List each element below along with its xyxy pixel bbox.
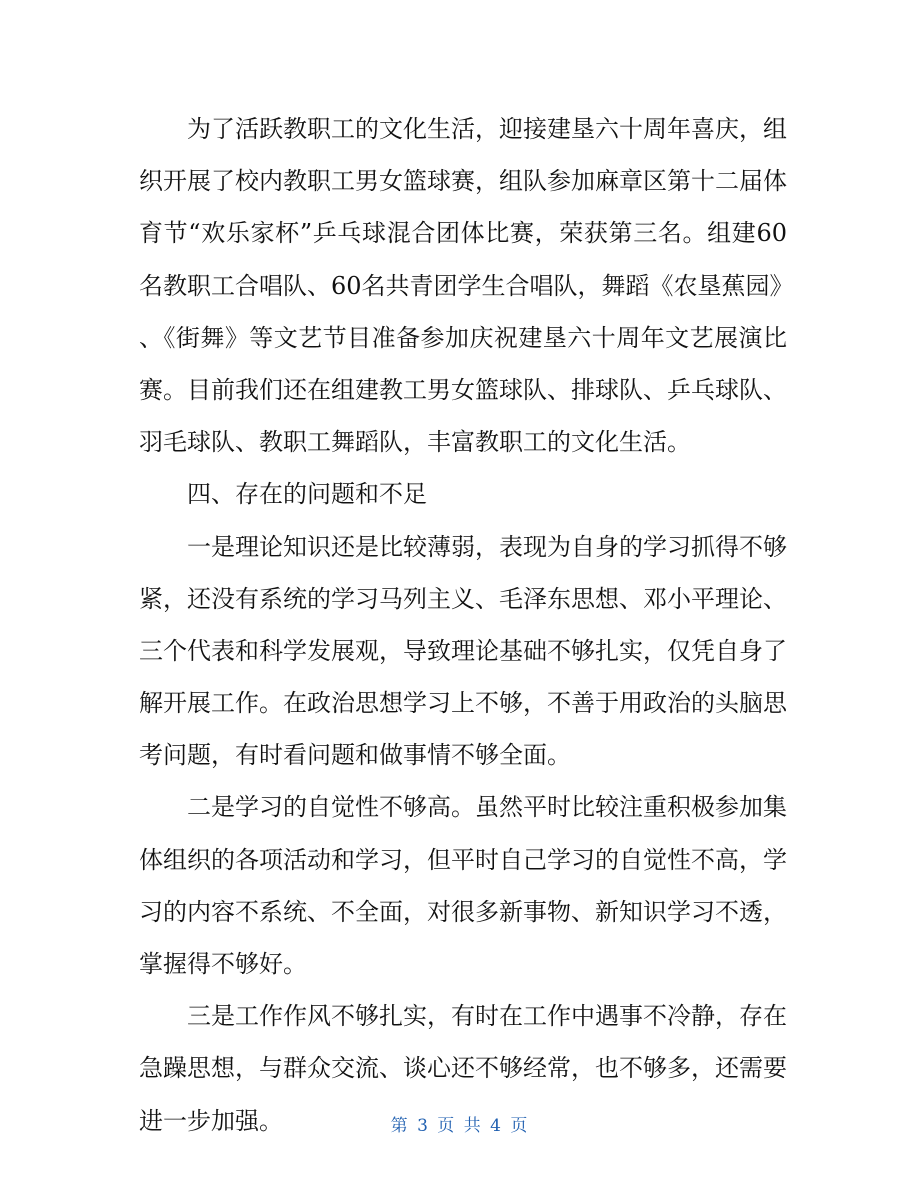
text-line: 解开展工作。在政治思想学习上不够，不善于用政治的头脑思 <box>139 689 787 718</box>
text-line: 一是理论知识还是比较薄弱，表现为自身的学习抓得不够 <box>187 532 787 561</box>
text-line: 、《街舞》等文艺节目准备参加庆祝建垦六十周年文艺展演比 <box>139 323 787 352</box>
text-line: 掌握得不够好。 <box>139 950 307 978</box>
text-line: 体组织的各项活动和学习，但平时自己学习的自觉性不高，学 <box>139 845 787 874</box>
page-footer <box>0 1111 920 1136</box>
text-line: 织开展了校内教职工男女篮球赛，组队参加麻章区第十二届体 <box>139 167 787 196</box>
text-line: 三是工作作风不够扎实，有时在工作中遇事不冷静，存在 <box>187 1002 787 1031</box>
text-line: 进一步加强。 <box>139 1106 283 1135</box>
text-line: 三个代表和科学发展观，导致理论基础不够扎实，仅凭自身了 <box>139 636 787 665</box>
text-line: 名教职工合唱队、60名共青团学生合唱队，舞蹈《农垦蕉园》 <box>139 271 794 300</box>
text-line: 赛。目前我们还在组建教工男女篮球队、排球队、乒乓球队、 <box>139 375 787 404</box>
text-line: 为了活跃教职工的文化生活，迎接建垦六十周年喜庆，组 <box>187 115 787 143</box>
text-line: 紧，还没有系统的学习马列主义、毛泽东思想、邓小平理论、 <box>139 584 787 613</box>
document-body <box>139 103 794 1147</box>
text-line: 育节“欢乐家杯”乒乓球混合团体比赛，荣获第三名。组建60 <box>139 219 787 248</box>
text-line: 羽毛球队、教职工舞蹈队，丰富教职工的文化生活。 <box>139 428 691 457</box>
section-heading: 四、存在的问题和不足 <box>187 480 427 509</box>
text-line: 习的内容不系统、不全面，对很多新事物、新知识学习不透， <box>139 897 787 926</box>
text-line: 二是学习的自觉性不够高。虽然平时比较注重积极参加集 <box>187 793 787 822</box>
text-line: 急躁思想，与群众交流、谈心还不够经常，也不够多，还需要 <box>139 1054 787 1083</box>
text-line: 考问题，有时看问题和做事情不够全面。 <box>139 741 571 770</box>
page-number: 第 3 页 共 4 页 <box>390 1116 530 1136</box>
